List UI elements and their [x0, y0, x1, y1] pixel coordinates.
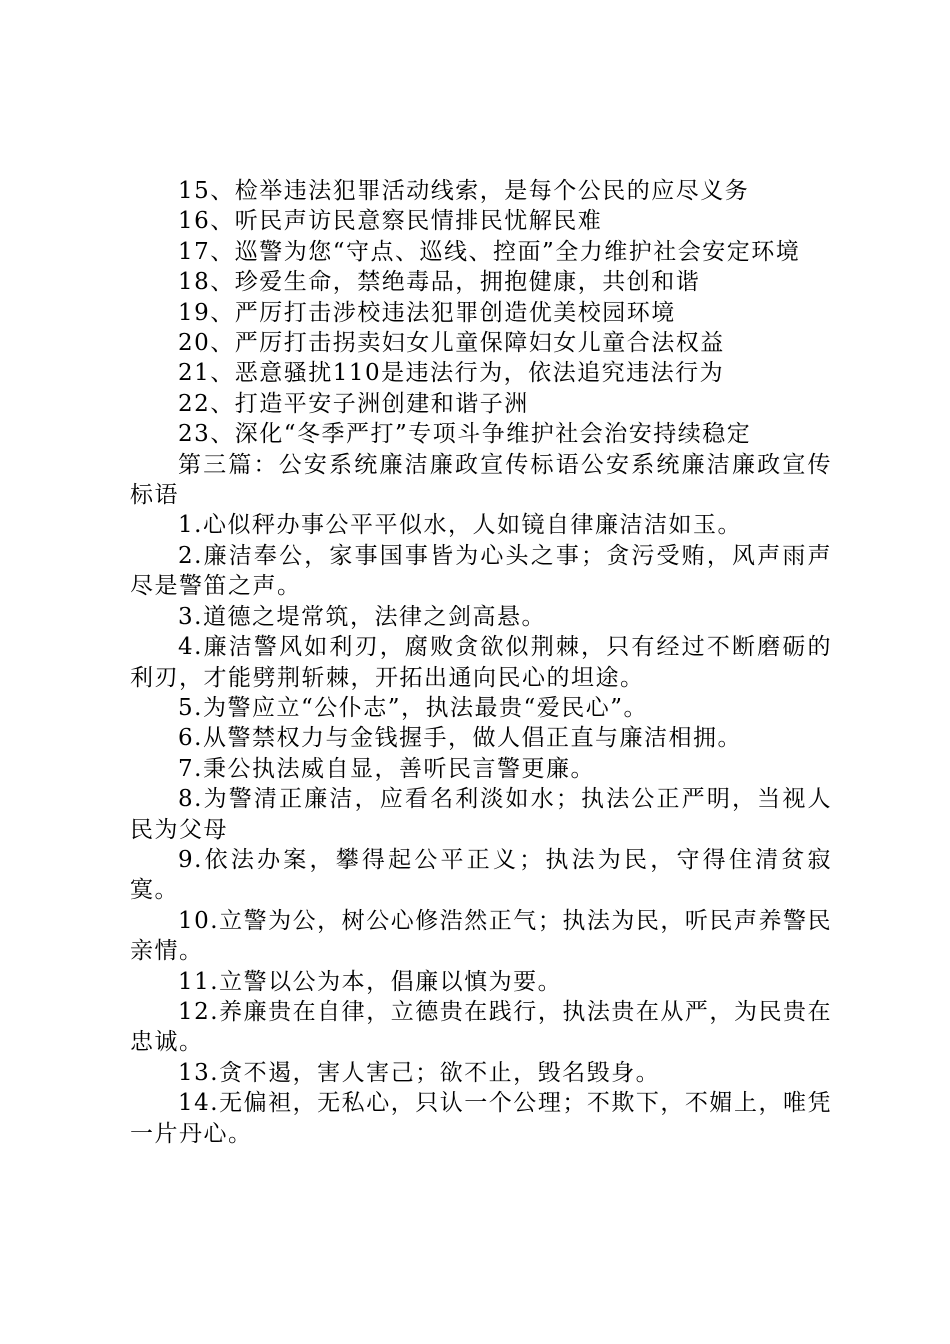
slogan-6: 6.从警禁权力与金钱握手，做人倡正直与廉洁相拥。 — [178, 725, 742, 752]
slogan-15: 15、检举违法犯罪活动线索，是每个公民的应尽义务 — [178, 178, 750, 204]
slogan-1: 1.心似秤办事公平平似水，人如镜自律廉洁洁如玉。 — [178, 512, 742, 539]
slogan-13: 13.贪不遏，害人害己；欲不止，毁名毁身。 — [178, 1059, 661, 1086]
slogan-21: 21、恶意骚扰110是违法行为，依法追究违法行为 — [178, 360, 725, 387]
slogan-16: 16、听民声访民意察民情排民忧解民难 — [178, 208, 603, 235]
slogan-5: 5.为警应立“公仆志”，执法最贵“爱民心”。 — [178, 694, 648, 721]
slogan-8: 8.为警清正廉洁，应看名利淡如水；执法公正严明，当视人民为父母 — [130, 786, 832, 843]
slogan-23: 23、深化“冬季严打”专项斗争维护社会治安持续稳定 — [178, 421, 752, 448]
slogan-20: 20、严厉打击拐卖妇女儿童保障妇女儿童合法权益 — [178, 330, 725, 357]
slogan-9: 9.依法办案，攀得起公平正义；执法为民，守得住清贫寂寞。 — [130, 846, 832, 904]
slogan-22: 22、打造平安子洲创建和谐子洲 — [178, 390, 529, 417]
slogan-12: 12.养廉贵在自律，立德贵在践行，执法贵在从严，为民贵在忠诚。 — [130, 998, 832, 1056]
slogan-7: 7.秉公执法威自显，善听民言警更廉。 — [178, 755, 595, 782]
slogan-4: 4.廉洁警风如利刃，腐败贪欲似荆棘，只有经过不断磨砺的利刃，才能劈荆斩棘，开拓出通向民心的坦途。 — [130, 634, 832, 691]
slogan-3: 3.道德之堤常筑，法律之剑高悬。 — [178, 603, 546, 630]
slogan-19: 19、严厉打击涉校违法犯罪创造优美校园环境 — [178, 299, 676, 326]
slogan-2: 2.廉洁奉公，家事国事皆为心头之事；贪污受贿，风声雨声尽是警笛之声。 — [130, 542, 832, 600]
slogan-17: 17、巡警为您“守点、巡线、控面”全力维护社会安定环境 — [178, 238, 801, 265]
slogan-11: 11.立警以公为本，倡廉以慎为要。 — [178, 968, 563, 995]
section-heading: 第三篇：公安系统廉洁廉政宣传标语公安系统廉洁廉政宣传标语 — [130, 451, 832, 509]
slogan-10: 10.立警为公，树公心修浩然正气；执法为民，听民声养警民亲情。 — [130, 907, 832, 965]
document-body — [130, 176, 832, 1149]
slogan-14: 14.无偏袒，无私心，只认一个公理；不欺下，不媚上，唯凭一片丹心。 — [130, 1090, 832, 1147]
slogan-18: 18、珍爱生命，禁绝毒品，拥抱健康，共创和谐 — [178, 269, 701, 296]
